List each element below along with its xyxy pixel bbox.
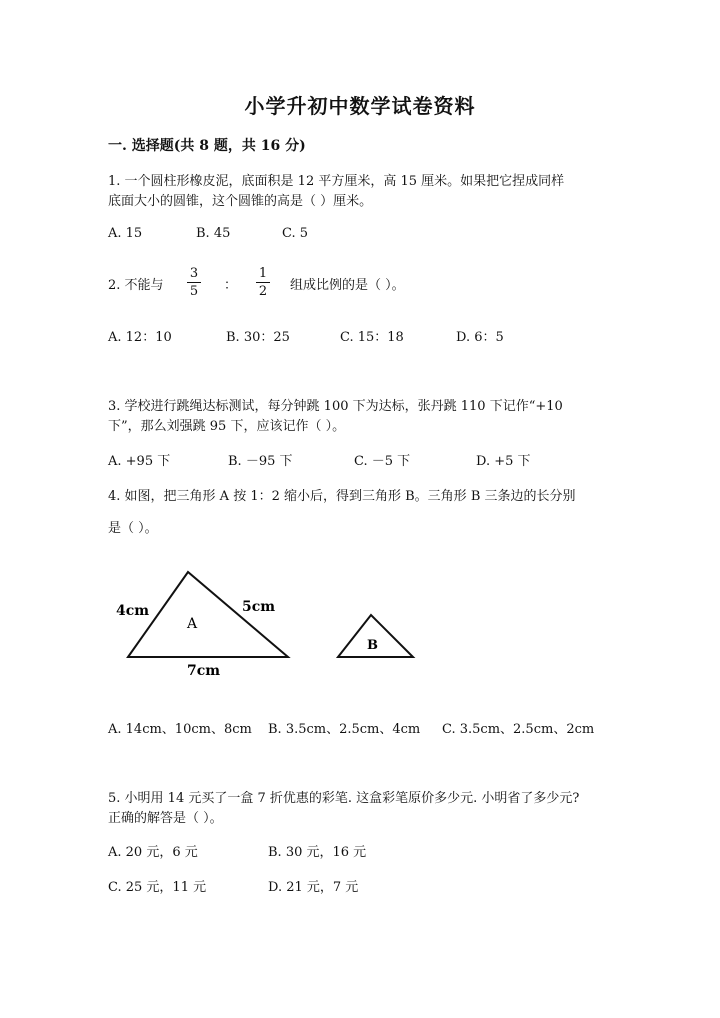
fraction-numerator: 3 [189,266,199,281]
question-1-option-b: B. 45 [196,226,231,241]
question-5-text-line1: 5. 小明用 14 元买了一盒 7 折优惠的彩笔. 这盒彩笔原价多少元. 小明省了多少元? [108,791,580,806]
question-5-option-c: C. 25 元，11 元 [108,880,207,895]
question-3-text-line1: 3. 学校进行跳绳达标测试，每分钟跳 100 下为达标，张丹跳 110 下记作“+10 [108,399,563,414]
question-3-text-line2: 下”，那么刘强跳 95 下，应该记作（ ）。 [108,419,346,434]
question-4-option-a: A. 14cm、10cm、8cm [108,722,252,737]
section-heading: 一. 选择题(共 8 题，共 16 分) [108,138,306,154]
question-2-option-d: D. 6：5 [456,330,504,345]
triangle-b-label: B [367,638,378,653]
question-5-option-b: B. 30 元，16 元 [268,845,367,860]
fraction-one-half [256,267,270,298]
question-1-option-c: C. 5 [282,226,309,241]
question-3-option-b: B. －95 下 [228,454,293,469]
question-2-option-c: C. 15：18 [340,330,404,345]
question-2-prefix: 2. 不能与 [108,278,164,293]
question-4-option-c: C. 3.5cm、2.5cm、2cm [442,722,595,737]
fraction-numerator: 1 [258,266,268,281]
fraction-three-fifths [187,267,201,298]
page-title: 小学升初中数学试卷资料 [244,94,476,118]
question-1-option-a: A. 15 [108,226,143,241]
question-1-text-line1: 1. 一个圆柱形橡皮泥，底面积是 12 平方厘米，高 15 厘米。如果把它捏成同样 [108,174,565,189]
question-3-option-d: D. +5 下 [476,454,531,469]
question-4-text-line1: 4. 如图，把三角形 A 按 1：2 缩小后，得到三角形 B。三角形 B 三条边的长分别 [108,489,576,504]
question-2-option-b: B. 30：25 [226,330,290,345]
question-5-option-a: A. 20 元，6 元 [108,845,198,860]
ratio-colon: ： [224,278,238,293]
question-3-option-c: C. －5 下 [354,454,411,469]
question-1-text-line2: 底面大小的圆锥，这个圆锥的高是（ ）厘米。 [108,194,373,209]
fraction-denominator: 5 [189,284,199,299]
triangles-figure [100,560,430,685]
side-bottom-label: 7cm [187,663,221,679]
triangle-a-label: A [187,616,198,632]
question-2-suffix: 组成比例的是（ ）。 [290,278,405,293]
question-4-text-line2: 是（ ）。 [108,521,158,536]
question-2-option-a: A. 12：10 [108,330,172,345]
question-5-text-line2: 正确的解答是（ ）。 [108,811,223,826]
side-right-label: 5cm [242,599,276,615]
fraction-bar [187,282,201,283]
fraction-bar [256,282,270,283]
fraction-denominator: 2 [258,284,268,299]
side-left-label: 4cm [116,603,150,619]
question-3-option-a: A. +95 下 [108,454,171,469]
question-4-option-b: B. 3.5cm、2.5cm、4cm [268,722,421,737]
question-5-option-d: D. 21 元，7 元 [268,880,359,895]
